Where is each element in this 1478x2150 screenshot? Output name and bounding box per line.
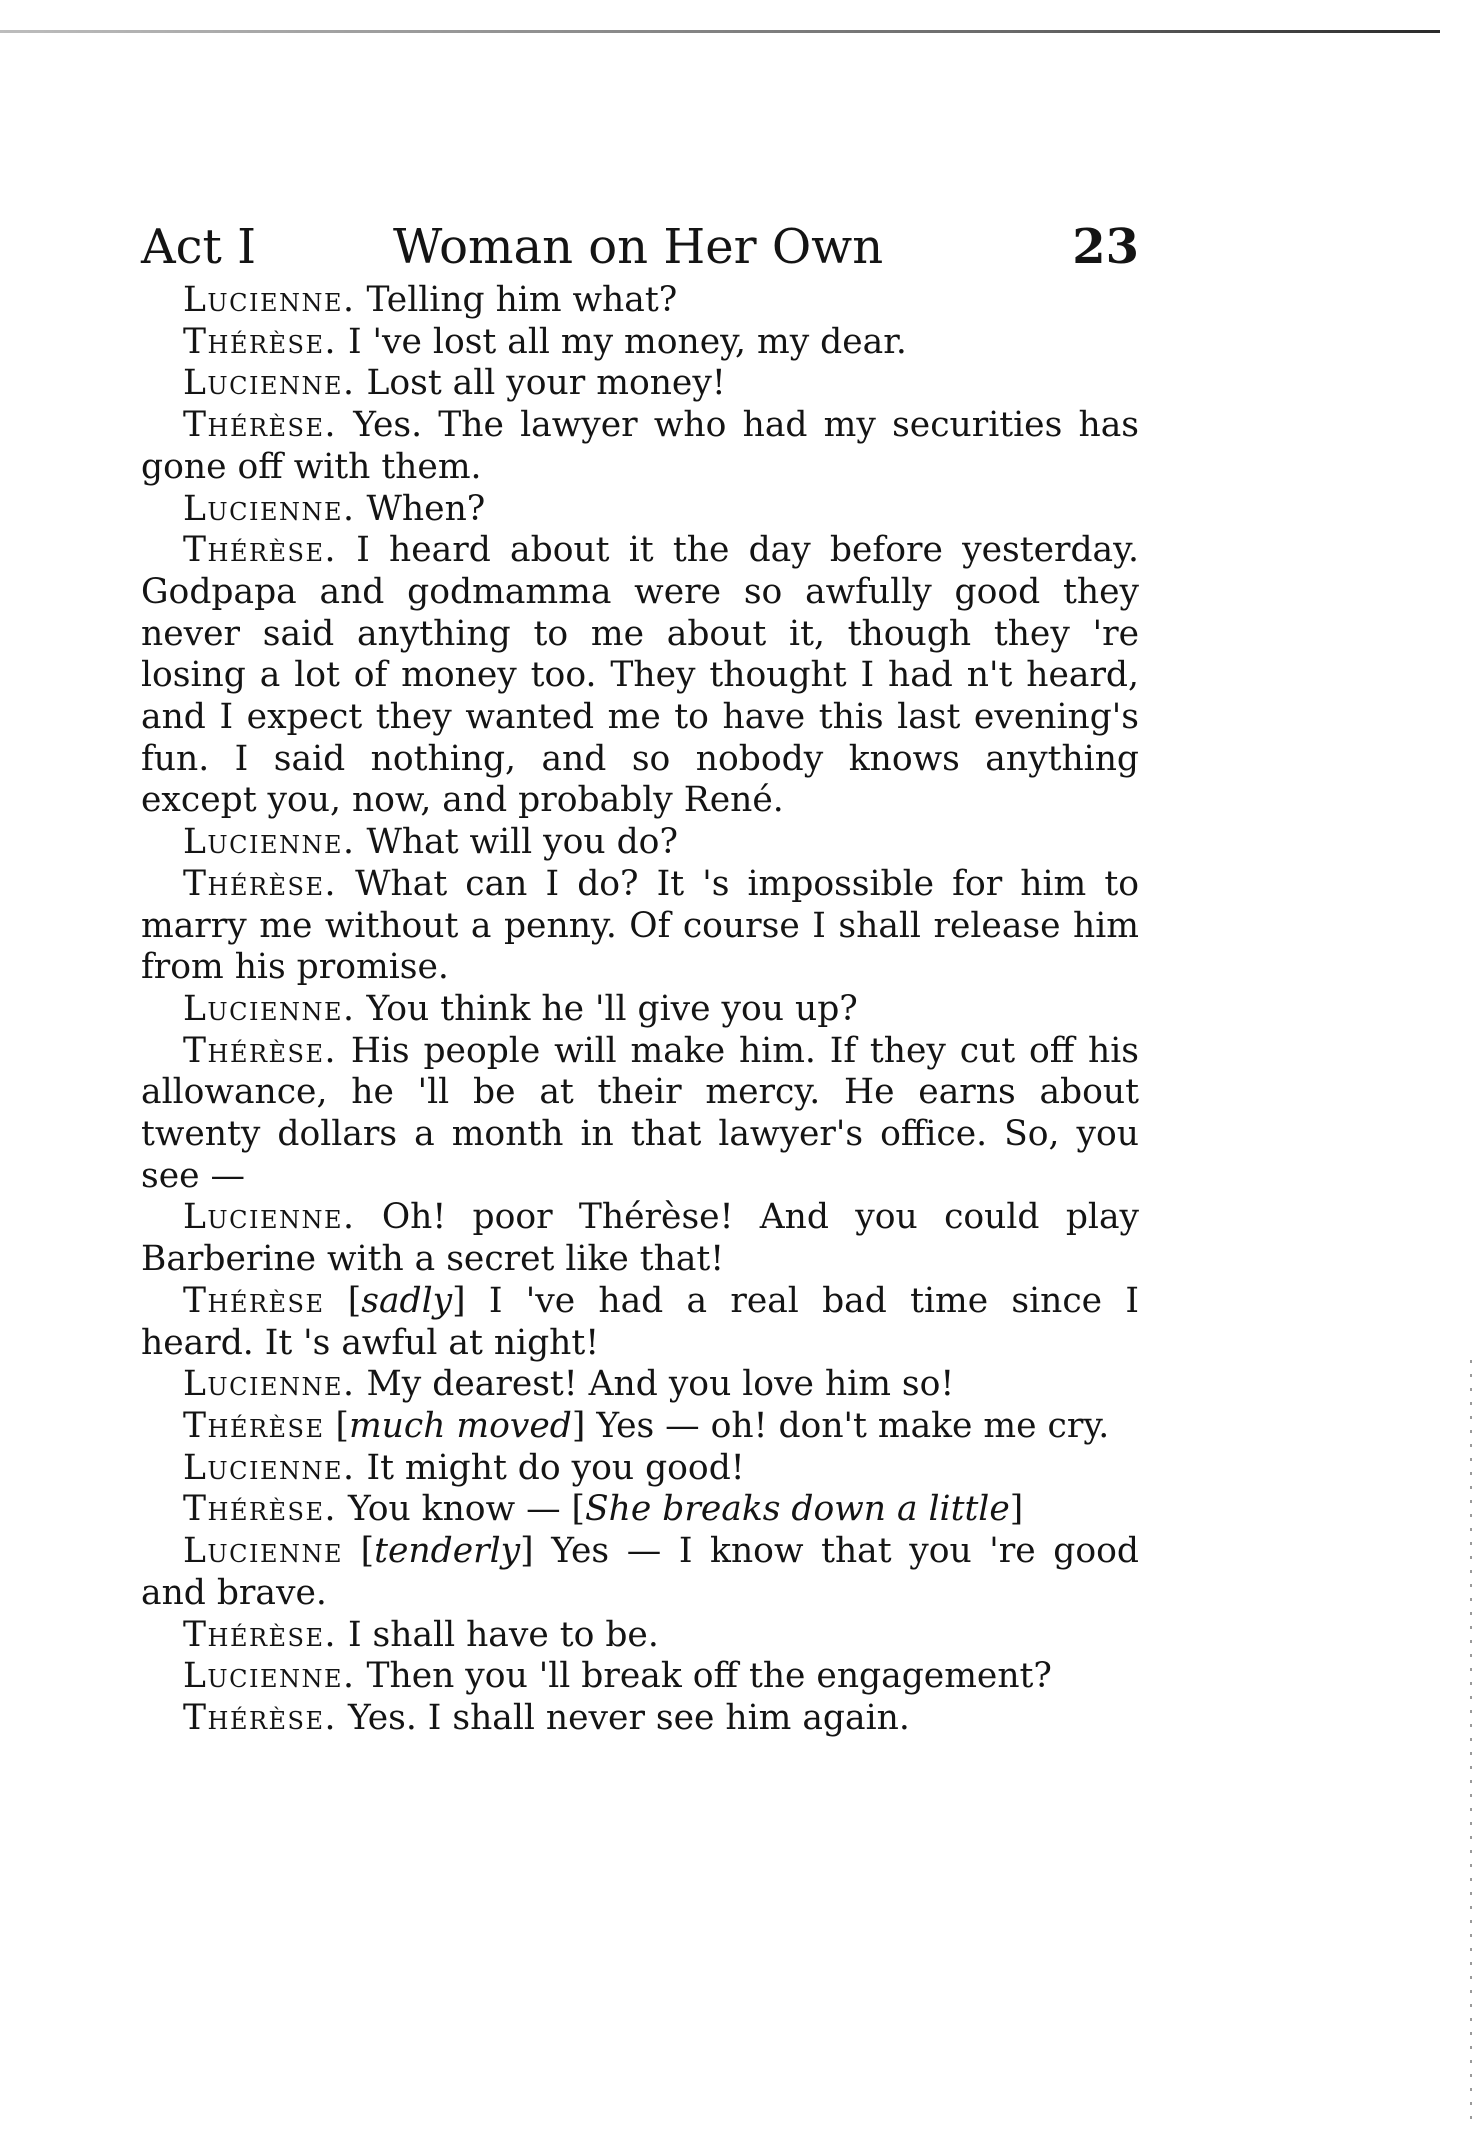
speaker-name: Thérèse. — [183, 1030, 337, 1071]
running-head — [141, 215, 1139, 279]
play-title: Woman on Her Own — [393, 219, 884, 275]
speaker-name: Lucienne. — [183, 280, 356, 320]
speaker-name: Thérèse — [183, 1280, 325, 1321]
speaker-name: Thérèse — [183, 1405, 325, 1446]
speech-text: I 've had a real bad time since I heard. It 's awful at night! — [141, 1280, 1139, 1363]
speech: Lucienne [tenderly] Yes — I know that you 're good and brave. — [141, 1531, 1139, 1613]
speech — [141, 989, 1139, 1031]
speech: Thérèse [much moved] Yes — oh! don't make me cry. — [183, 1405, 1110, 1446]
speech: Thérèse. You know — [She breaks down a little] — [183, 1489, 1024, 1530]
dialogue-body — [141, 280, 1139, 1740]
speaker-name: Thérèse. — [183, 321, 337, 362]
speech-text: Telling him what? — [366, 280, 678, 320]
speaker-name: Lucienne. — [183, 1197, 356, 1238]
speech: Thérèse [sadly] I 've had a real bad time since I heard. It 's awful at night! — [141, 1280, 1139, 1363]
speaker-name: Thérèse. — [183, 530, 337, 571]
speech — [141, 405, 1139, 488]
act-label: Act I — [141, 219, 257, 275]
speech — [141, 822, 1139, 864]
speech-text: Oh! poor Thérèse! And you could play Barberine with a secret like that! — [141, 1197, 1139, 1280]
speaker-name: Thérèse. — [183, 405, 337, 446]
scan-edge-artifact — [1470, 1360, 1472, 2120]
speech — [141, 864, 1139, 989]
speech — [141, 1031, 1139, 1198]
speech — [141, 1698, 1139, 1740]
stage-direction: much moved — [348, 1405, 572, 1446]
top-edge-rule — [0, 30, 1440, 33]
speaker-name: Lucienne. — [183, 488, 356, 529]
speech-text: What will you do? — [366, 822, 678, 863]
speech — [141, 1197, 1139, 1280]
book-page — [141, 215, 1139, 1740]
speech-text: I heard about it the day before yesterday. Godpapa and godmamma were so awfully good they never said anything to me about it, though they 're losing a lot of money too. They thought I had n't heard, and I expect they wanted me to have this last evening's fun. I said nothing, and so nobody knows anything except you, now, and probably René. — [141, 530, 1140, 821]
speech — [141, 280, 1139, 322]
speech-text: You know — — [347, 1489, 561, 1530]
speaker-name: Thérèse. — [183, 1614, 337, 1655]
speech-text: I 've lost all my money, my dear. — [347, 321, 907, 362]
speech-text: His people will make him. If they cut off his allowance, he 'll be at their mercy. He earns about twenty dollars a month in that lawyer's office. So, you see — — [141, 1030, 1140, 1196]
speech — [141, 489, 1139, 531]
speech-text: Yes. I shall never see him again. — [347, 1697, 910, 1738]
speech-text: My dearest! And you love him so! — [366, 1364, 955, 1405]
page-number: 23 — [1072, 219, 1139, 275]
speech-text: It might do you good! — [366, 1447, 745, 1488]
speech-text: I shall have to be. — [347, 1614, 659, 1655]
speech — [141, 1615, 1139, 1657]
speaker-name: Lucienne — [183, 1531, 344, 1572]
speaker-name: Lucienne. — [183, 1364, 356, 1405]
speech — [141, 1448, 1139, 1490]
stage-direction: tenderly — [374, 1531, 521, 1572]
speech — [141, 363, 1139, 405]
speaker-name: Lucienne. — [183, 822, 356, 863]
speech-text: Then you 'll break off the engagement? — [366, 1656, 1052, 1697]
speaker-name: Thérèse. — [183, 1697, 337, 1738]
speaker-name: Lucienne. — [183, 988, 356, 1029]
speech-text: Lost all your money! — [366, 363, 726, 404]
speech-text: What can I do? It 's impossible for him to marry me without a penny. Of course I shall release him from his promise. — [141, 863, 1139, 988]
speaker-name: Thérèse. — [183, 863, 337, 904]
speaker-name: Thérèse. — [183, 1489, 337, 1530]
speech-text: Yes — oh! don't make me cry. — [596, 1405, 1110, 1446]
stage-direction: sadly — [361, 1280, 453, 1321]
speaker-name: Lucienne. — [183, 1447, 356, 1488]
speech-text: Yes. The lawyer who had my securities has gone off with them. — [141, 405, 1139, 487]
speech-text: When? — [366, 488, 486, 529]
speech-text: Yes — I know that you 're good and brave. — [141, 1531, 1139, 1613]
speech — [141, 530, 1139, 822]
speech — [141, 322, 1139, 364]
speech-text: You think he 'll give you up? — [366, 988, 858, 1029]
speaker-name: Lucienne. — [183, 1656, 356, 1697]
speech — [141, 1656, 1139, 1698]
speech — [141, 1364, 1139, 1406]
speaker-name: Lucienne. — [183, 363, 356, 404]
stage-direction: She breaks down a little — [585, 1489, 1010, 1530]
